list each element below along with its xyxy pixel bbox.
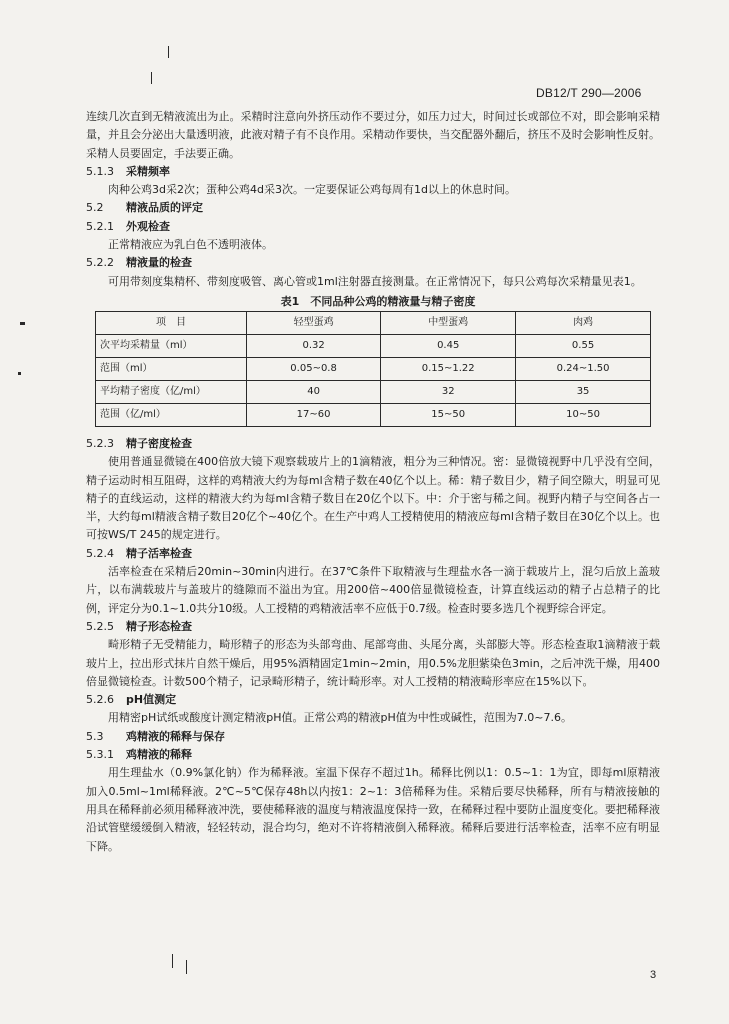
table-cell: 17~60 <box>246 403 380 426</box>
section-number: 5.2 <box>86 201 104 215</box>
scan-mark <box>18 372 21 375</box>
table-row <box>96 334 651 357</box>
paragraph: 用生理盐水（0.9%氯化钠）作为稀释液。室温下保存不超过1h。稀释比例以1：0.5~1：1为宜，即每ml原精液加入0.5ml~1ml稀释液。2℃~5℃保存48h以内按1：2~1：3倍稀释为佳。采精后要尽快稀释，所有与精液接触的用具在稀释前必须用稀释液冲洗，要使稀释液的温度与精液温度保持一致，在稀释过程中要防止温度变化。要把稀释液沿试管壁缓缓倒入精液，轻轻转动，混合均匀，绝对不许将精液倒入稀释液。稀释后要进行活率检查，活率不应有明显下降。 <box>86 766 660 853</box>
paragraph: 畸形精子无受精能力，畸形精子的形态为头部弯曲、尾部弯曲、头尾分离，头部膨大等。形态检查取1滴精液于载玻片上，拉出形式抹片自然干燥后，用95%酒精固定1min~2min，用0.5%龙胆紫染色3min，之后冲洗干燥，用400倍显微镜检查。计数500个精子，记录畸形精子，统计畸形率。对人工授精的精液畸形率应在15%以下。 <box>86 638 660 688</box>
section-number: 5.3 <box>86 729 104 743</box>
section-heading <box>86 254 660 272</box>
table-cell: 32 <box>381 380 516 403</box>
table-cell: 15~50 <box>381 403 516 426</box>
page-number: 3 <box>650 969 657 981</box>
section-heading <box>86 746 660 764</box>
table-row <box>96 380 651 403</box>
section-number: 5.1.3 <box>86 164 114 178</box>
section-number: 5.2.1 <box>86 219 114 233</box>
table-cell: 0.55 <box>516 334 651 357</box>
section-number: 5.2.6 <box>86 693 114 707</box>
table-row <box>96 357 651 380</box>
scan-mark <box>168 46 169 58</box>
scan-mark <box>151 72 152 84</box>
section-title: 精子形态检查 <box>126 619 192 633</box>
table-cell: 0.45 <box>381 334 516 357</box>
table-cell: 0.15~1.22 <box>381 357 516 380</box>
section-title: 鸡精液的稀释 <box>126 748 192 762</box>
table-header-row <box>96 311 651 334</box>
section-number: 5.2.3 <box>86 436 114 450</box>
table-cell: 0.24~1.50 <box>516 357 651 380</box>
paragraph: 使用普通显微镜在400倍放大镜下观察载玻片上的1滴精液，粗分为三种情况。密：显微镜视野中几乎没有空间，精子运动时相互阻碍，这样的鸡精液大约为每ml含精子数在40亿个以上。稀：精子数目少，精子间空隙大，明显可见精子的直线运动，这样的精液大约为每ml含精子数目在20亿个以下。中：介于密与稀之间。视野内精子与空间各占一半，大约每ml精液含精子数目20亿个~40亿个。在生产中鸡人工授精使用的精液应每ml含精子数目在30亿个以上。也可按WS/T 245的规定进行。 <box>86 455 660 542</box>
table-cell: 平均精子密度（亿/ml） <box>96 380 247 403</box>
section-heading <box>86 218 660 236</box>
section-title: 精子活率检查 <box>126 546 192 560</box>
scan-mark <box>186 960 187 974</box>
table-header-cell: 轻型蛋鸡 <box>246 311 380 334</box>
table-header-cell: 项 目 <box>96 311 247 334</box>
table-caption: 表1 不同品种公鸡的精液量与精子密度 <box>280 294 476 308</box>
table-row <box>96 403 651 426</box>
section-heading <box>86 199 660 217</box>
section-number: 5.3.1 <box>86 748 114 762</box>
section-title: 精液量的检查 <box>126 256 192 270</box>
section-heading <box>86 163 660 181</box>
table-cell: 0.05~0.8 <box>246 357 380 380</box>
document-body <box>86 108 660 856</box>
section-heading <box>86 618 660 636</box>
table-cell: 0.32 <box>246 334 380 357</box>
section-heading <box>86 691 660 709</box>
section-heading <box>86 435 660 453</box>
section-title: 外观检查 <box>126 219 170 233</box>
section-title: 精液品质的评定 <box>126 201 203 215</box>
table-cell: 10~50 <box>516 403 651 426</box>
section-title: 采精频率 <box>126 164 170 178</box>
table-cell: 35 <box>516 380 651 403</box>
table-header-cell: 中型蛋鸡 <box>381 311 516 334</box>
scan-mark <box>172 954 173 968</box>
table-cell: 范围（亿/ml） <box>96 403 247 426</box>
table-header-cell: 肉鸡 <box>516 311 651 334</box>
table-cell: 次平均采精量（ml） <box>96 334 247 357</box>
semen-table <box>95 311 651 427</box>
paragraph: 正常精液应为乳白色不透明液体。 <box>108 238 273 252</box>
scan-mark <box>20 322 25 325</box>
paragraph: 用精密pH试纸或酸度计测定精液pH值。正常公鸡的精液pH值为中性或碱性，范围为7.0~7.6。 <box>108 711 572 725</box>
paragraph: 肉种公鸡3d采2次；蛋种公鸡4d采3次。一定要保证公鸡每周有1d以上的休息时间。 <box>108 183 516 197</box>
section-title: pH值测定 <box>126 693 177 707</box>
paragraph: 连续几次直到无精液流出为止。采精时注意向外挤压动作不要过分，如压力过大，时间过长或部位不对，即会影响采精量，并且会分泌出大量透明液，此液对精子有不良作用。采精动作要快，当交配器外翻后，挤压不及时会影响性反射。采精人员要固定，手法要正确。 <box>86 110 660 160</box>
section-number: 5.2.5 <box>86 619 114 633</box>
table-cell: 范围（ml） <box>96 357 247 380</box>
paragraph: 活率检查在采精后20min~30min内进行。在37℃条件下取精液与生理盐水各一滴于载玻片上，混匀后放上盖玻片，以布满载玻片与盖玻片的缝隙而不溢出为宜。用200倍~400倍显微镜检查，计算直线运动的精子占总精子的比例，评定分为0.1~1.0共分10级。人工授精的鸡精液活率不应低于0.7级。检查时要多选几个视野综合评定。 <box>86 565 660 615</box>
document-code: DB12/T 290—2006 <box>536 86 642 100</box>
section-number: 5.2.2 <box>86 256 114 270</box>
section-title: 鸡精液的稀释与保存 <box>126 729 225 743</box>
paragraph: 可用带刻度集精杯、带刻度吸管、离心管或1ml注射器直接测量。在正常情况下，每只公鸡每次采精量见表1。 <box>108 274 642 288</box>
table-cell: 40 <box>246 380 380 403</box>
section-heading <box>86 545 660 563</box>
section-heading <box>86 728 660 746</box>
section-title: 精子密度检查 <box>126 436 192 450</box>
section-number: 5.2.4 <box>86 546 114 560</box>
